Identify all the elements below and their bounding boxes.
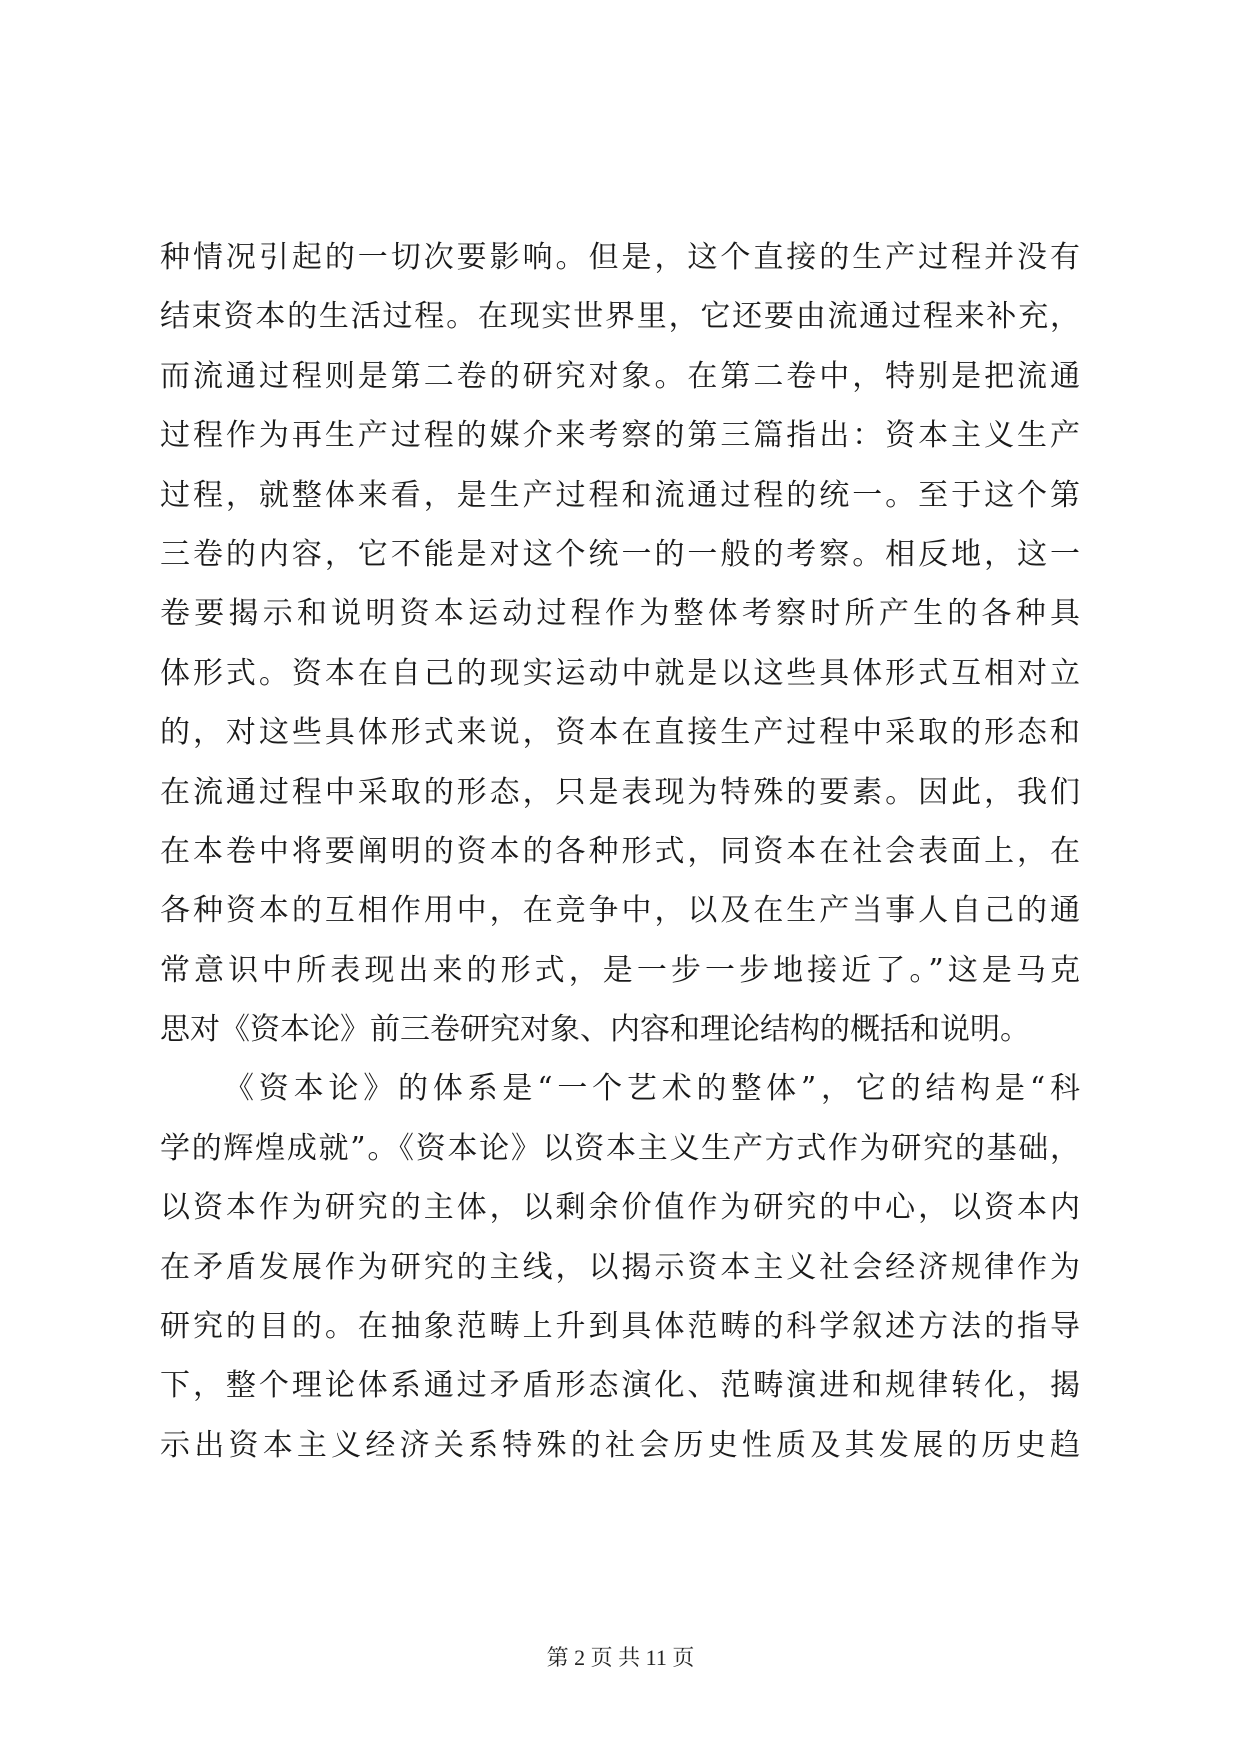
page-footer [0, 1641, 1241, 1672]
paragraph-first-line: 《资本论》的体系是“一个艺术的整体”，它的结构是“科 [224, 1071, 1080, 1107]
text-line: 示出资本主义经济关系特殊的社会历史性质及其发展的历史趋 [160, 1427, 1080, 1463]
text-line: 过程作为再生产过程的媒介来考察的第三篇指出：资本主义生产 [160, 418, 1080, 454]
text-line: 研究的目的。在抽象范畴上升到具体范畴的科学叙述方法的指导 [160, 1309, 1080, 1345]
body-text [160, 228, 1080, 1475]
text-line: 过程，就整体来看，是生产过程和流通过程的统一。至于这个第 [160, 477, 1080, 513]
text-line: 而流通过程则是第二卷的研究对象。在第二卷中，特别是把流通 [160, 358, 1080, 394]
page-number-label: 第 2 页 共 11 页 [546, 1645, 695, 1670]
text-line: 学的辉煌成就”。《资本论》以资本主义生产方式作为研究的基础， [160, 1130, 1080, 1166]
text-line: 体形式。资本在自己的现实运动中就是以这些具体形式互相对立 [160, 655, 1080, 691]
text-line: 以资本作为研究的主体，以剩余价值作为研究的中心，以资本内 [160, 1190, 1080, 1226]
text-line: 在流通过程中采取的形态，只是表现为特殊的要素。因此，我们 [160, 774, 1080, 810]
text-line: 卷要揭示和说明资本运动过程作为整体考察时所产生的各种具 [160, 596, 1080, 632]
text-line: 下，整个理论体系通过矛盾形态演化、范畴演进和规律转化，揭 [160, 1368, 1080, 1404]
text-line: 在本卷中将要阐明的资本的各种形式，同资本在社会表面上，在 [160, 833, 1080, 869]
text-line: 的，对这些具体形式来说，资本在直接生产过程中采取的形态和 [160, 715, 1080, 751]
text-line: 在矛盾发展作为研究的主线，以揭示资本主义社会经济规律作为 [160, 1249, 1080, 1285]
text-line: 种情况引起的一切次要影响。但是，这个直接的生产过程并没有 [160, 240, 1080, 275]
text-line: 三卷的内容，它不能是对这个统一的一般的考察。相反地，这一 [160, 536, 1080, 572]
text-line: 结束资本的生活过程。在现实世界里，它还要由流通过程来补充， [160, 299, 1080, 335]
text-line: 思对《资本论》前三卷研究对象、内容和理论结构的概括和说明。 [160, 1012, 1030, 1048]
text-line: 常意识中所表现出来的形式，是一步一步地接近了。”这是马克 [160, 952, 1080, 988]
text-line: 各种资本的互相作用中，在竞争中，以及在生产当事人自己的通 [160, 893, 1080, 929]
